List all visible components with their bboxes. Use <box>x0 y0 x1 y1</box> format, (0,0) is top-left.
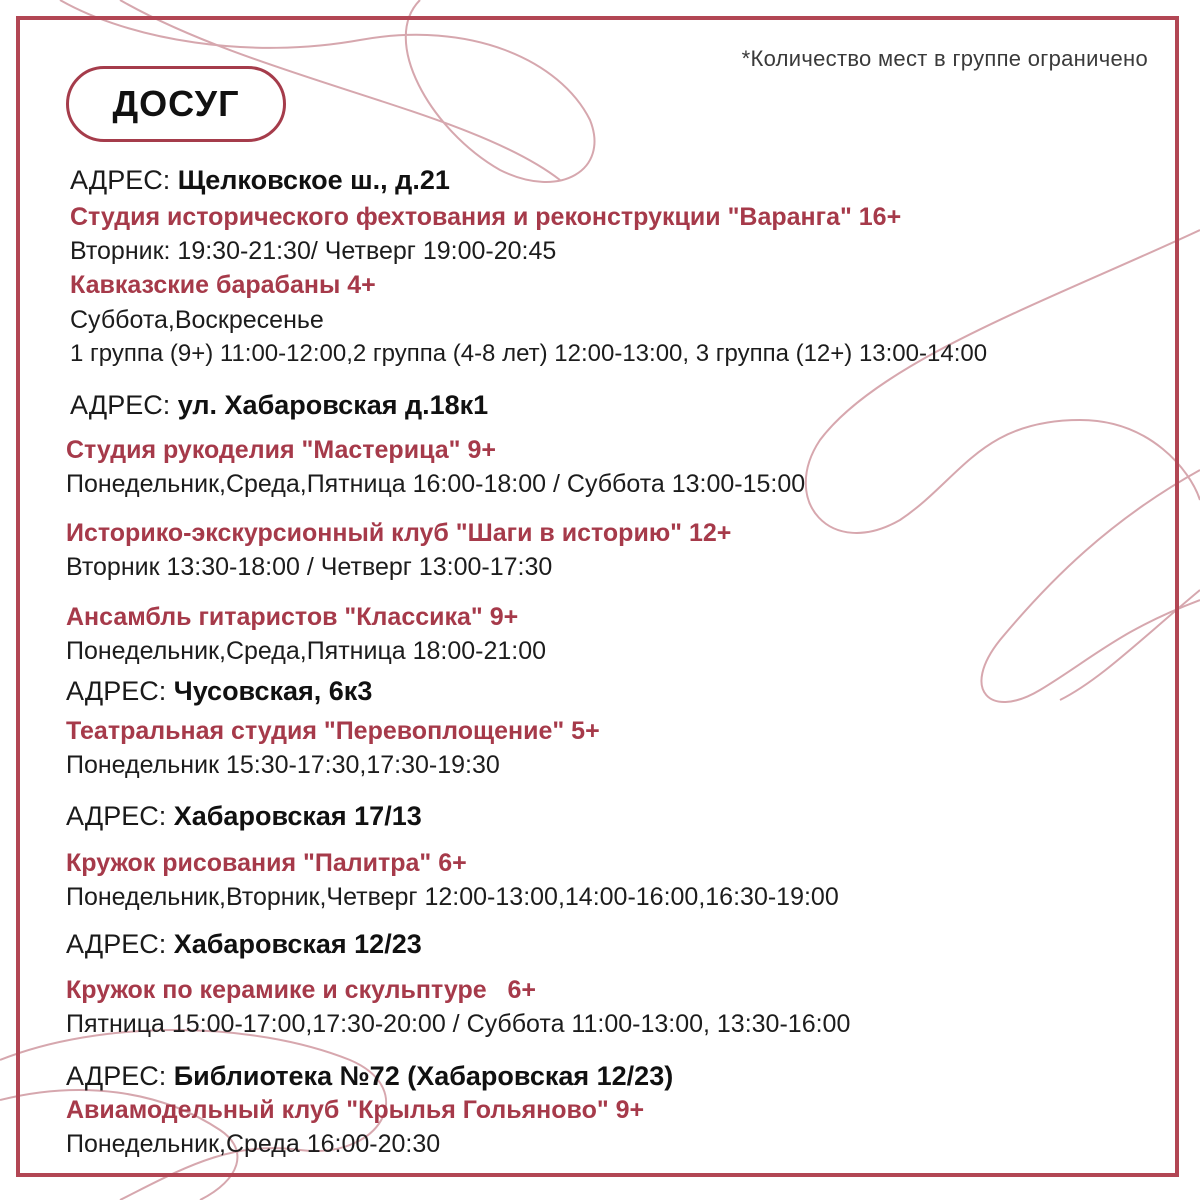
club-schedule: Вторник: 19:30-21:30/ Четверг 19:00-20:45 <box>70 237 557 265</box>
address-line <box>70 390 488 420</box>
address-value: Хабаровская 12/23 <box>173 929 422 959</box>
club-title: Студия исторического фехтования и реконструкции "Варанга" 16+ <box>70 203 902 231</box>
address-line <box>66 676 372 706</box>
club-title: Кружок по керамике и скульптуре 6+ <box>66 976 536 1004</box>
club-schedule: Суббота,Воскресенье <box>70 306 324 334</box>
address-label: АДРЕС: <box>70 165 171 195</box>
club-schedule: 1 группа (9+) 11:00-12:00,2 группа (4-8 лет) 12:00-13:00, 3 группа (12+) 13:00-14:00 <box>70 340 988 367</box>
club-title: Историко-экскурсионный клуб "Шаги в историю" 12+ <box>66 519 732 547</box>
section-heading: ДОСУГ <box>66 66 286 142</box>
address-label: АДРЕС: <box>66 929 167 959</box>
club-title: Кружок рисования "Палитра" 6+ <box>66 849 467 877</box>
address-label: АДРЕС: <box>66 1061 167 1091</box>
address-value: Чусовская, 6к3 <box>173 676 373 706</box>
club-schedule: Понедельник,Вторник,Четверг 12:00-13:00,14:00-16:00,16:30-19:00 <box>66 883 839 911</box>
address-label: АДРЕС: <box>70 390 171 420</box>
address-label: АДРЕС: <box>66 676 167 706</box>
club-title: Театральная студия "Перевоплощение" 5+ <box>66 717 600 745</box>
club-title: Кавказские барабаны 4+ <box>70 271 376 299</box>
club-schedule: Пятница 15:00-17:00,17:30-20:00 / Суббота 11:00-13:00, 13:30-16:00 <box>66 1010 851 1038</box>
address-value: Щелковское ш., д.21 <box>177 165 450 195</box>
address-value: ул. Хабаровская д.18к1 <box>177 390 489 420</box>
capacity-note: *Количество мест в группе ограничено <box>741 46 1148 71</box>
club-title: Авиамодельный клуб "Крылья Гольяново" 9+ <box>66 1096 645 1124</box>
club-schedule: Понедельник,Среда 16:00-20:30 <box>66 1130 441 1158</box>
club-title: Ансамбль гитаристов "Классика" 9+ <box>66 603 519 631</box>
address-value: Хабаровская 17/13 <box>173 801 422 831</box>
club-schedule: Вторник 13:30-18:00 / Четверг 13:00-17:30 <box>66 553 553 581</box>
address-line <box>66 1061 673 1091</box>
address-line <box>66 929 422 959</box>
club-schedule: Понедельник,Среда,Пятница 16:00-18:00 / Суббота 13:00-15:00 <box>66 470 806 498</box>
club-title: Студия рукоделия "Мастерица" 9+ <box>66 436 496 464</box>
address-value: Библиотека №72 (Хабаровская 12/23) <box>173 1061 674 1091</box>
address-line <box>66 801 422 831</box>
club-schedule: Понедельник,Среда,Пятница 18:00-21:00 <box>66 637 547 665</box>
address-line <box>70 165 450 195</box>
club-schedule: Понедельник 15:30-17:30,17:30-19:30 <box>66 751 500 779</box>
address-label: АДРЕС: <box>66 801 167 831</box>
